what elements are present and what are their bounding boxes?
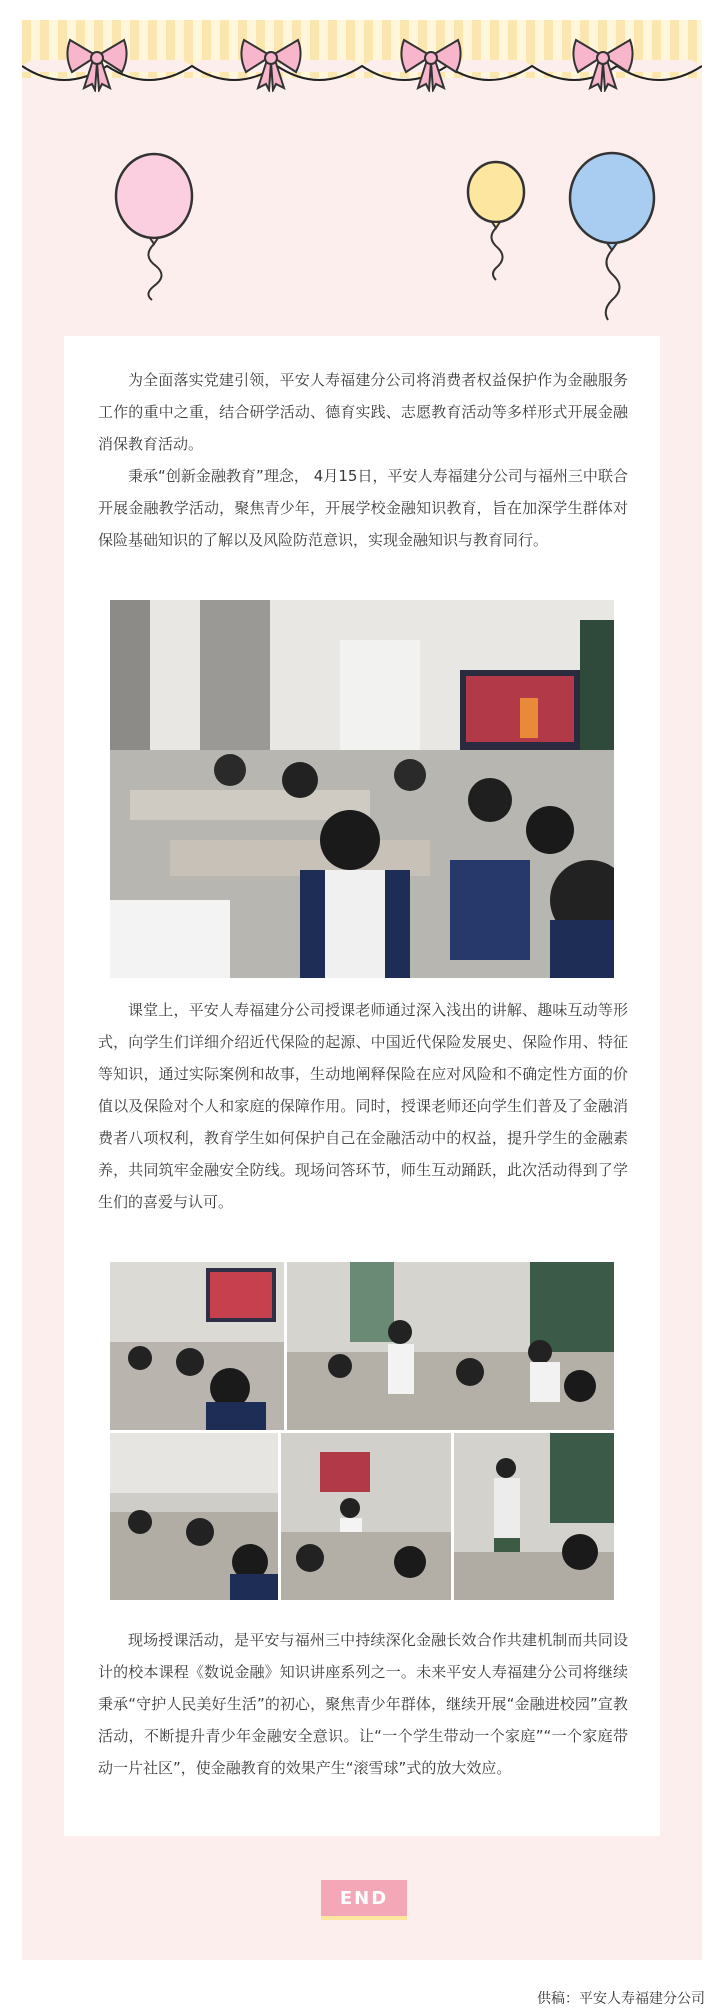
bow-icon [62,34,132,92]
classroom-photo [110,600,614,978]
yellow-balloon-icon [462,144,532,284]
credit-line: 供稿：平安人寿福建分公司 [537,1991,705,2007]
article-paragraph: 为全面落实党建引领，平安人寿福建分公司将消费者权益保护作为金融服务工作的重中之重，结合研学活动、德育实践、志愿教育活动等多样形式开展金融消保教育活动。 [98,371,628,453]
article-paragraph: 课堂上，平安人寿福建分公司授课老师通过深入浅出的讲解、趣味互动等形式，向学生们详细介绍近代保险的起源、中国近代保险发展史、保险作用、特征等知识，通过实际案例和故事，生动地阐释保险在应对风险和不确定性方面的价值以及保险对个人和家庭的保障作用。同时，授课老师还向学生们普及了金融消费者八项权利，教育学生如何保护自己在金融活动中的权益，提升学生的金融素养，共同筑牢金融安全防线。现场问答环节，师生互动踊跃，此次活动得到了学生们的喜爱与认可。 [98,1001,628,1211]
bow-icon [396,34,466,92]
article-paragraph: 秉承“创新金融教育”理念， 4月15日，平安人寿福建分公司与福州三中联合开展金融教学活动，聚焦青少年，开展学校金融知识教育，旨在加深学生群体对保险基础知识的了解以及风险防范意识，实现金融知识与教育同行。 [98,467,628,549]
article-paragraph: 现场授课活动，是平安与福州三中持续深化金融长效合作共建机制而共同设计的校本课程《数说金融》知识讲座系列之一。未来平安人寿福建分公司将继续秉承“守护人民美好生活”的初心，聚焦青少年群体，继续开展“金融进校园”宣教活动，不断提升青少年金融安全意识。让“一个学生带动一个家庭”“一个家庭带动一片社区”，使金融教育的效果产生“滚雪球”式的放大效应。 [98,1631,628,1777]
end-badge: END [321,1880,407,1920]
bow-icon [568,34,638,92]
classroom-collage-photo [110,1262,614,1600]
pink-balloon-icon [110,132,200,302]
blue-balloon-icon [562,138,662,323]
bow-icon [236,34,306,92]
